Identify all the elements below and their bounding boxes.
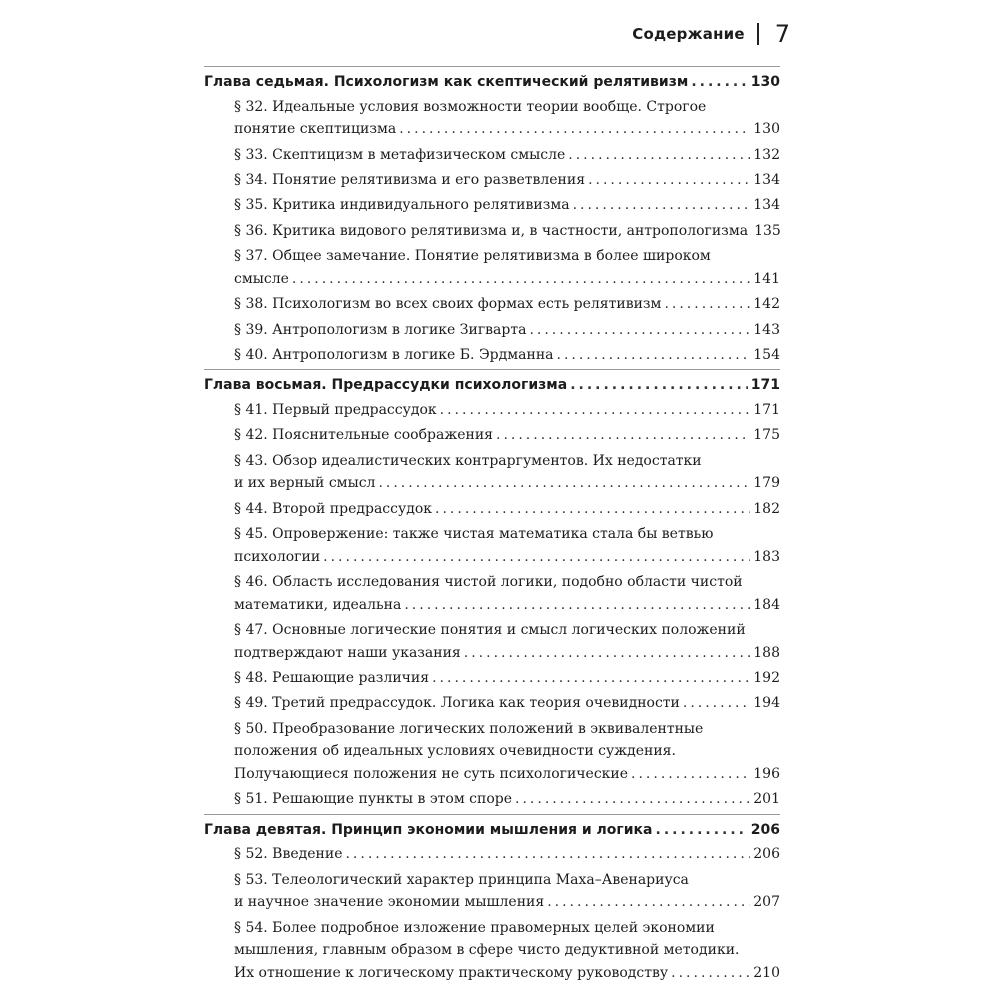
leader-dots — [435, 498, 750, 521]
entry-line: психологии — [234, 548, 321, 565]
leader-dots — [588, 169, 750, 192]
entry-text — [234, 498, 780, 521]
section-entry — [204, 450, 780, 495]
entry-line: подтверждают наши указания — [234, 644, 461, 661]
entry-line: и их верный смысл — [234, 475, 376, 492]
entry-line: § 39. Антропологизм в логике Зигварта — [234, 321, 527, 338]
entry-page-number: 206 — [753, 846, 780, 863]
entry-page-number: 179 — [753, 475, 780, 492]
chapter-title-text: Глава восьмая. Предрассудки психологизма — [204, 377, 568, 394]
entry-last-line — [234, 194, 780, 217]
entry-page-number: 134 — [753, 197, 780, 214]
entry-text — [234, 869, 780, 914]
section-entry — [204, 293, 780, 316]
entry-line: § 51. Решающие пункты в этом споре — [234, 791, 513, 808]
entry-last-line — [234, 399, 780, 422]
entry-page-number: 135 — [754, 222, 781, 239]
leader-dots — [664, 293, 750, 316]
entry-line: § 50. Преобразование логических положений в эквивалентные — [234, 720, 704, 737]
entry-page-number: 182 — [753, 500, 780, 517]
entry-line: § 32. Идеальные условия возможности теории вообще. Строгое — [234, 98, 707, 115]
entry-page-number: 171 — [753, 401, 780, 418]
entry-last-line — [204, 819, 780, 842]
entry-line: § 54. Более подробное изложение правомерных целей экономии — [234, 919, 715, 936]
entry-page-number: 175 — [753, 427, 780, 444]
entry-line: § 41. Первый предрассудок — [234, 401, 437, 418]
section-entry — [204, 498, 780, 521]
entry-line: § 47. Основные логические понятия и смысл логических положений — [234, 622, 746, 639]
entry-line: § 45. Опровержение: также чистая математика стала бы ветвью — [234, 526, 714, 543]
entry-line: Получающиеся положения не суть психологические — [234, 765, 629, 782]
entry-page-number: 154 — [753, 346, 780, 363]
leader-dots — [656, 819, 748, 842]
section-entry — [204, 571, 780, 616]
entry-page-number: 194 — [753, 695, 780, 712]
entry-line: смысле — [234, 270, 289, 287]
leader-dots — [323, 546, 750, 569]
entry-text — [234, 220, 780, 243]
entry-last-line — [234, 344, 780, 367]
chapter-title-text: Глава седьмая. Психологизм как скептический релятивизм — [204, 74, 689, 90]
page-number: 7 — [774, 20, 790, 48]
leader-dots — [432, 667, 750, 690]
leader-dots — [529, 319, 750, 342]
leader-dots — [573, 194, 751, 217]
section-entry — [204, 220, 780, 243]
entry-text — [234, 319, 780, 342]
section-entry — [204, 843, 780, 866]
entry-last-line — [234, 692, 780, 715]
entry-page-number: 184 — [753, 596, 780, 613]
entry-text — [234, 169, 780, 192]
entry-line: Их отношение к логическому практическому руководству — [234, 964, 669, 981]
entry-text — [234, 523, 780, 568]
entry-text — [234, 194, 780, 217]
entry-line: § 33. Скептицизм в метафизическом смысле — [234, 146, 566, 163]
leader-dots — [345, 843, 750, 866]
entry-line: § 34. Понятие релятивизма и его разветвления — [234, 171, 586, 188]
entry-last-line — [204, 374, 780, 397]
entry-text — [234, 96, 780, 141]
entry-last-line — [234, 891, 780, 914]
entry-text — [234, 450, 780, 495]
entry-page-number: 210 — [753, 964, 780, 981]
leader-dots — [631, 763, 750, 786]
entry-text — [204, 71, 780, 94]
entry-line: § 43. Обзор идеалистических контраргументов. Их недостатки — [234, 452, 702, 469]
section-entry — [204, 169, 780, 192]
entry-last-line — [234, 962, 780, 985]
entry-page-number: 142 — [753, 296, 780, 313]
chapter-title-text: Глава девятая. Принцип экономии мышления и логика — [204, 821, 653, 838]
section-entry — [204, 619, 780, 664]
running-header — [632, 14, 790, 54]
section-entry — [204, 917, 780, 985]
leader-dots — [570, 374, 748, 397]
leader-dots — [496, 424, 750, 447]
entry-last-line — [234, 424, 780, 447]
entry-text — [234, 424, 780, 447]
entry-line: § 38. Психологизм во всех своих формах есть релятивизм — [234, 296, 662, 313]
entry-line: § 36. Критика видового релятивизма и, в частности, антропологизма — [234, 222, 749, 239]
leader-dots — [464, 642, 750, 665]
entry-text — [234, 144, 780, 167]
leader-dots — [568, 144, 750, 167]
entry-last-line — [234, 293, 780, 316]
chapter-title — [204, 374, 780, 397]
entry-page-number: 132 — [753, 146, 780, 163]
entry-page-number: 192 — [753, 670, 780, 686]
chapter-page-number: 206 — [750, 821, 780, 838]
entry-text — [234, 571, 780, 616]
entry-line: § 53. Телеологический характер принципа Маха–Авенариуса — [234, 871, 689, 888]
leader-dots — [683, 692, 750, 715]
entry-page-number: 196 — [753, 765, 780, 782]
entry-text — [234, 293, 780, 316]
section-entry — [204, 692, 780, 715]
entry-last-line — [234, 220, 780, 243]
entry-text — [204, 819, 780, 842]
entry-last-line — [234, 788, 780, 811]
entry-last-line — [234, 843, 780, 866]
entry-text — [234, 399, 780, 422]
entry-page-number: 141 — [753, 270, 780, 287]
entry-line: и научное значение экономии мышления — [234, 894, 545, 911]
entry-text — [234, 718, 780, 786]
entry-text — [234, 667, 780, 690]
entry-text — [234, 692, 780, 715]
leader-dots — [671, 962, 750, 985]
section-entry — [204, 319, 780, 342]
section-entry — [204, 788, 780, 811]
running-header-title: Содержание — [632, 25, 745, 43]
chapter-block — [204, 814, 780, 985]
section-entry — [204, 424, 780, 447]
entry-page-number: 201 — [753, 791, 780, 808]
entry-line: § 44. Второй предрассудок — [234, 500, 433, 517]
entry-line: § 46. Область исследования чистой логики, подобно области чистой — [234, 574, 743, 591]
leader-dots — [547, 891, 750, 914]
chapter-title — [204, 819, 780, 842]
chapter-block — [204, 66, 780, 367]
header-divider — [757, 23, 759, 45]
entry-last-line — [234, 268, 780, 291]
chapter-title — [204, 71, 780, 94]
entry-line: § 42. Пояснительные соображения — [234, 427, 493, 444]
leader-dots — [404, 594, 750, 617]
section-entry — [204, 667, 780, 690]
section-entry — [204, 399, 780, 422]
entry-line: § 52. Введение — [234, 846, 343, 863]
entry-line: § 37. Общее замечание. Понятие релятивизма в более широком — [234, 248, 711, 265]
chapter-page-number: 171 — [750, 377, 780, 394]
entry-last-line — [234, 472, 780, 495]
entry-text — [234, 843, 780, 866]
leader-dots — [292, 268, 750, 291]
entry-text — [234, 619, 780, 664]
leader-dots — [691, 71, 747, 94]
entry-line: § 49. Третий предрассудок. Логика как теория очевидности — [234, 695, 680, 712]
entry-page-number: 130 — [753, 121, 780, 138]
entry-text — [204, 374, 780, 397]
section-entry — [204, 523, 780, 568]
entry-last-line — [234, 169, 780, 192]
entry-last-line — [234, 594, 780, 617]
entry-last-line — [204, 71, 780, 94]
entry-page-number: 188 — [753, 644, 780, 661]
entry-text — [234, 788, 780, 811]
entry-last-line — [234, 118, 780, 141]
section-entry — [204, 144, 780, 167]
leader-dots — [440, 399, 751, 422]
entry-last-line — [234, 319, 780, 342]
leader-dots — [399, 118, 750, 141]
entry-last-line — [234, 546, 780, 569]
chapter-block — [204, 369, 780, 811]
entry-page-number: 183 — [753, 548, 780, 565]
section-entry — [204, 96, 780, 141]
section-entry — [204, 245, 780, 290]
entry-last-line — [234, 498, 780, 521]
leader-dots — [557, 344, 751, 367]
section-entry — [204, 718, 780, 786]
entry-line: мышления, главным образом в сфере чисто дедуктивной методики. — [234, 942, 740, 959]
leader-dots — [378, 472, 750, 495]
entry-line: положения об идеальных условиях очевидности суждения. — [234, 743, 676, 760]
table-of-contents — [204, 66, 780, 987]
entry-text — [234, 917, 780, 985]
section-entry — [204, 194, 780, 217]
section-entry — [204, 869, 780, 914]
entry-line: понятие скептицизма — [234, 121, 397, 138]
leader-dots — [515, 788, 750, 811]
entry-line: § 40. Антропологизм в логике Б. Эрдманна — [234, 346, 554, 363]
entry-page-number: 143 — [753, 321, 780, 338]
entry-page-number: 134 — [753, 171, 780, 188]
entry-page-number: 207 — [753, 894, 780, 911]
entry-last-line — [234, 642, 780, 665]
chapter-page-number: 130 — [750, 74, 780, 90]
entry-last-line — [234, 763, 780, 786]
entry-text — [234, 245, 780, 290]
entry-last-line — [234, 144, 780, 167]
entry-last-line — [234, 667, 780, 690]
section-entry — [204, 344, 780, 367]
entry-line: математики, идеальна — [234, 596, 402, 613]
entry-line: § 48. Решающие различия — [234, 670, 430, 686]
entry-line: § 35. Критика индивидуального релятивизма — [234, 197, 570, 214]
entry-text — [234, 344, 780, 367]
